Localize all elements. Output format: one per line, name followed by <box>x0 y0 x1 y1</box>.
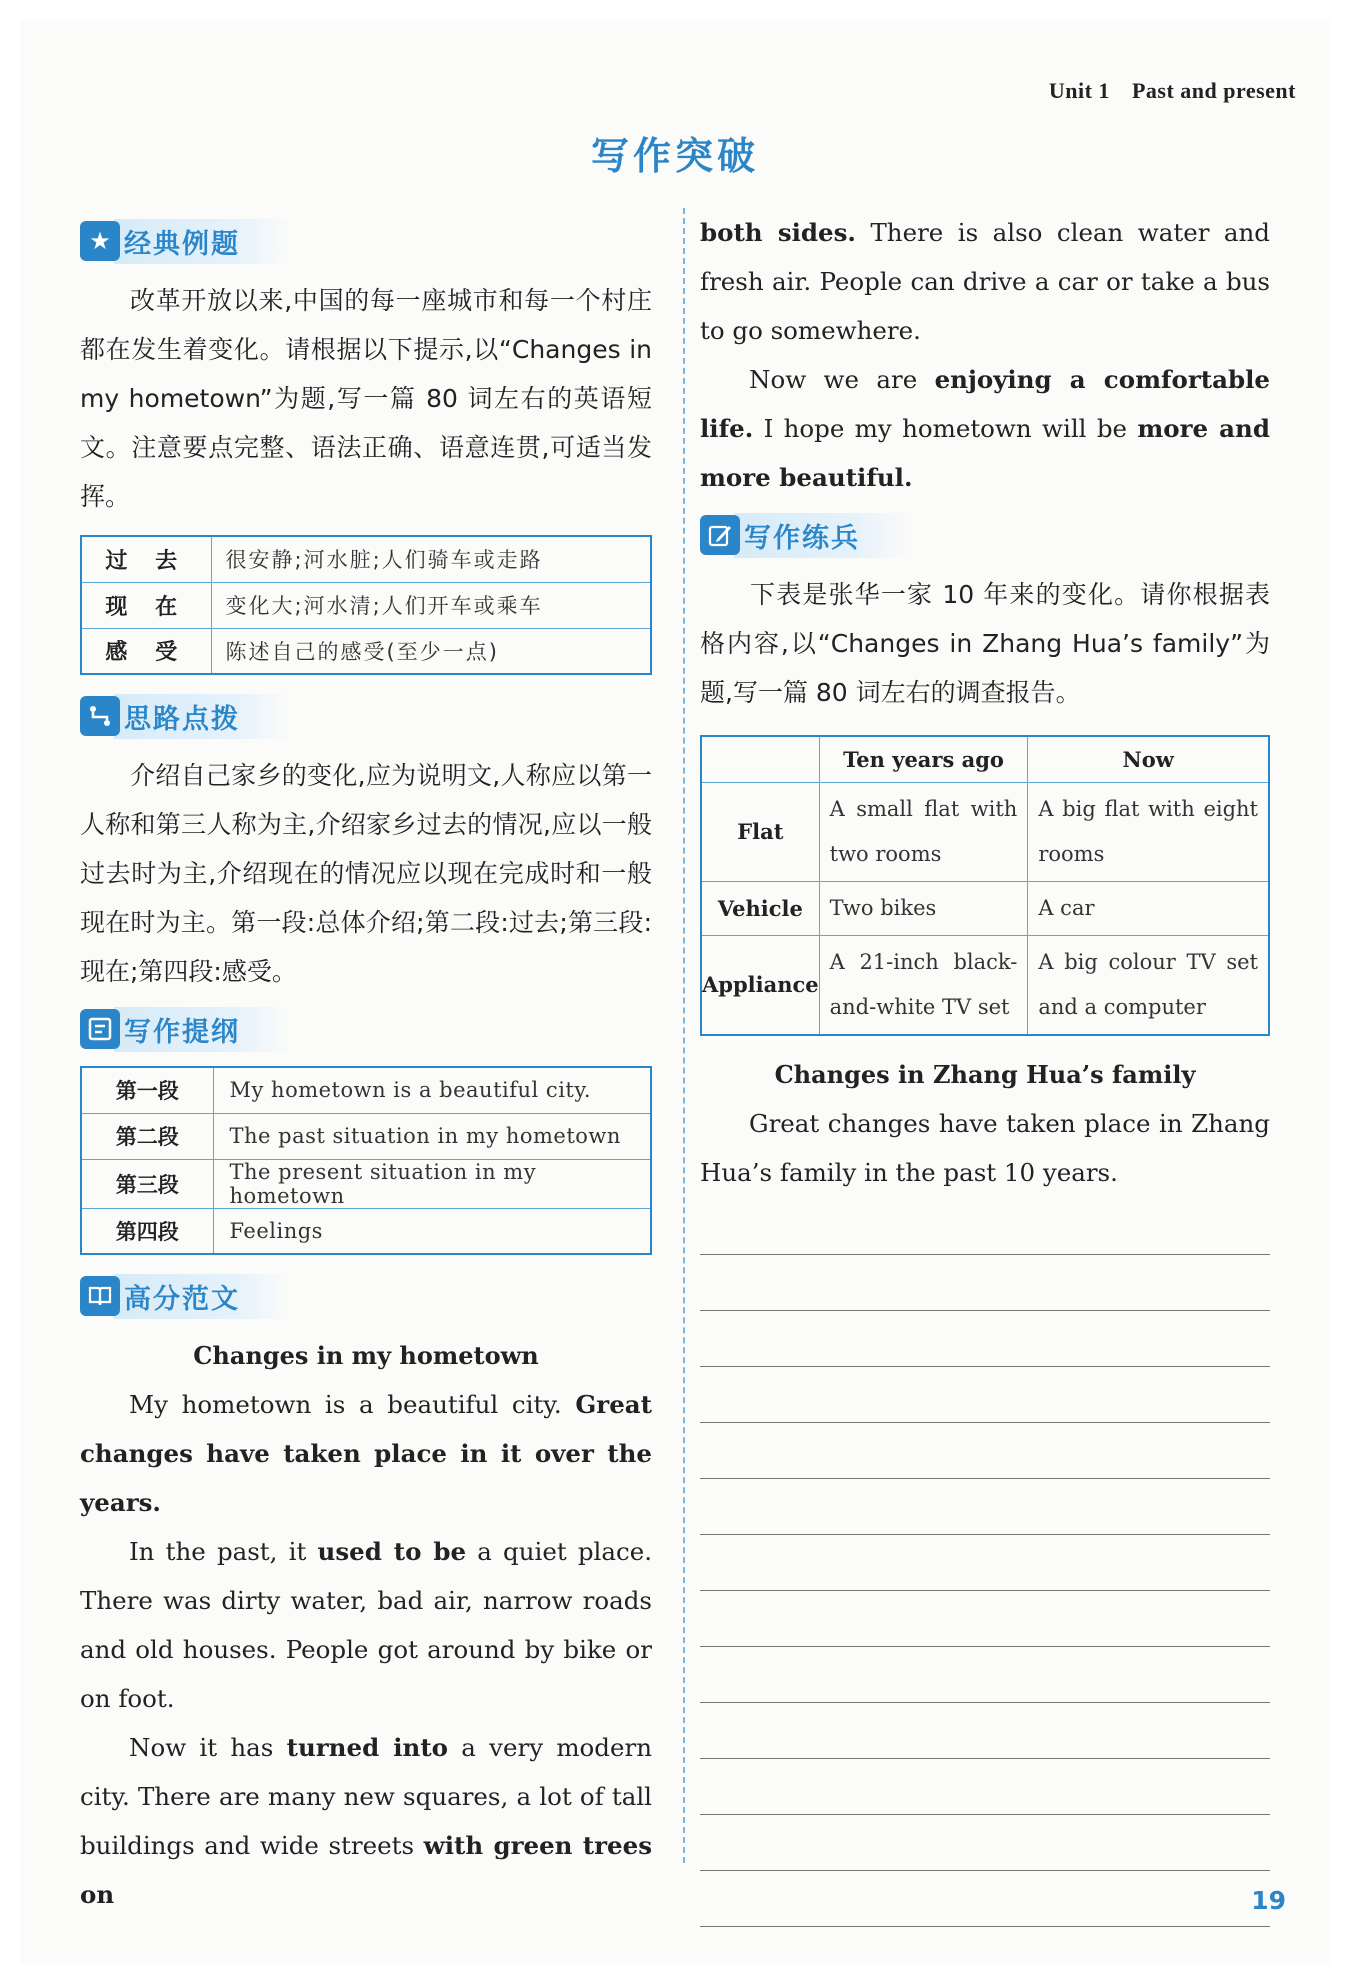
section-header-outline <box>80 1006 652 1052</box>
book-icon <box>80 1276 120 1316</box>
table-row <box>81 1159 651 1208</box>
outline-value: The past situation in my hometown <box>213 1113 651 1159</box>
unit-topic: Past and present <box>1131 78 1296 103</box>
essay-text: a quiet place. There was dirty water, bad air, narrow roads and old houses. People got around by bike or on foot. <box>80 1537 652 1713</box>
section-header-practice <box>700 512 1270 558</box>
row-header: Vehicle <box>701 881 819 935</box>
model-essay-title: Changes in my hometown <box>193 1341 539 1370</box>
writing-line[interactable] <box>700 1759 1270 1815</box>
section-header-model-essay <box>80 1273 652 1319</box>
table-row <box>81 1113 651 1159</box>
running-header <box>1049 78 1296 104</box>
page-title: 写作突破 <box>590 134 759 178</box>
section-header-tips <box>80 693 652 739</box>
writing-line[interactable] <box>700 1815 1270 1871</box>
writing-line[interactable] <box>700 1871 1270 1927</box>
practice-essay-title: Changes in Zhang Hua’s family <box>774 1059 1196 1089</box>
route-icon <box>80 696 120 736</box>
table-cell: A big colour TV set and a computer <box>1028 935 1269 1035</box>
star-icon: ★ <box>80 221 120 261</box>
essay-highlight: more and more beautiful. <box>700 414 1270 492</box>
essay-highlight: Great changes have taken place in it over the years. <box>80 1390 652 1517</box>
example-prompt: 改革开放以来,中国的每一座城市和每一个村庄都在发生着变化。请根据以下提示,以“Changes in my hometown”为题,写一篇 80 词左右的英语短文。注意要点完整、语法正确、语意连贯,可适当发挥。 <box>80 286 652 511</box>
table-row <box>81 582 651 628</box>
unit-label: Unit 1 <box>1048 78 1110 103</box>
hint-key: 现 在 <box>81 582 211 628</box>
essay-text: Now we are <box>749 365 935 394</box>
hint-key: 过 去 <box>81 536 211 582</box>
outline-key: 第一段 <box>81 1067 213 1113</box>
hint-value: 变化大;河水清;人们开车或乘车 <box>211 582 651 628</box>
essay-paragraph <box>80 1527 652 1723</box>
table-row <box>81 1067 651 1113</box>
table-corner <box>701 736 819 782</box>
essay-highlight: enjoying a comfortable life. <box>700 365 1270 443</box>
writing-line[interactable] <box>700 1535 1270 1591</box>
essay-paragraph <box>700 208 1270 355</box>
writing-line[interactable] <box>700 1647 1270 1703</box>
column-header: Now <box>1028 736 1269 782</box>
section-label: 高分范文 <box>114 1274 290 1319</box>
family-changes-table <box>700 735 1270 1036</box>
writing-line[interactable] <box>700 1479 1270 1535</box>
writing-tips: 介绍自己家乡的变化,应为说明文,人称应以第一人称和第三人称为主,介绍家乡过去的情况,应以一般过去时为主,介绍现在的情况应以现在完成时和一般现在时为主。第一段:总体介绍;第二段:过去;第三段:现在;第四段:感受。 <box>80 761 652 986</box>
table-cell: A car <box>1028 881 1269 935</box>
practice-essay-start: Great changes have taken place in Zhang Hua’s family in the past 10 years. <box>700 1108 1270 1187</box>
writing-line[interactable] <box>700 1591 1270 1647</box>
table-row <box>701 881 1269 935</box>
section-header-example <box>80 218 652 264</box>
section-label: 思路点拨 <box>114 694 290 739</box>
writing-line[interactable] <box>700 1311 1270 1367</box>
essay-highlight: both sides. <box>700 218 856 247</box>
essay-text: There is also clean water and fresh air. People can drive a car or take a bus to go somewhere. <box>700 218 1270 345</box>
table-row <box>701 935 1269 1035</box>
hint-table <box>80 535 652 675</box>
outline-value: The present situation in my hometown <box>213 1159 651 1208</box>
outline-icon <box>80 1009 120 1049</box>
essay-highlight: with green trees on <box>80 1831 652 1909</box>
writing-line[interactable] <box>700 1199 1270 1255</box>
outline-value: My hometown is a beautiful city. <box>213 1067 651 1113</box>
essay-text: In the past, it <box>129 1537 318 1566</box>
left-column <box>80 208 652 1919</box>
writing-line[interactable] <box>700 1423 1270 1479</box>
column-divider <box>683 208 685 1863</box>
hint-key: 感 受 <box>81 628 211 674</box>
writing-lines[interactable] <box>700 1199 1270 1927</box>
table-header-row <box>701 736 1269 782</box>
outline-key: 第三段 <box>81 1159 213 1208</box>
essay-text: Now it has <box>129 1733 287 1762</box>
column-header: Ten years ago <box>819 736 1028 782</box>
essay-paragraph <box>80 1723 652 1919</box>
outline-value: Feelings <box>213 1208 651 1254</box>
essay-paragraph <box>80 1380 652 1527</box>
table-cell: A big flat with eight rooms <box>1028 782 1269 881</box>
writing-line[interactable] <box>700 1367 1270 1423</box>
essay-highlight: used to be <box>317 1537 467 1566</box>
page-number: 19 <box>1251 1886 1286 1915</box>
section-label: 写作提纲 <box>114 1007 290 1052</box>
essay-text: a very modern city. There are many new squares, a lot of tall buildings and wide streets <box>80 1733 652 1860</box>
essay-text: I hope my hometown will be <box>753 414 1138 443</box>
outline-key: 第二段 <box>81 1113 213 1159</box>
essay-text: My hometown is a beautiful city. <box>129 1390 576 1419</box>
essay-paragraph <box>700 355 1270 502</box>
writing-line[interactable] <box>700 1703 1270 1759</box>
outline-table <box>80 1066 652 1255</box>
section-label: 写作练兵 <box>734 513 910 558</box>
hint-value: 陈述自己的感受(至少一点) <box>211 628 651 674</box>
table-row <box>701 782 1269 881</box>
hint-value: 很安静;河水脏;人们骑车或走路 <box>211 536 651 582</box>
table-cell: A small flat with two rooms <box>819 782 1028 881</box>
row-header: Appliance <box>701 935 819 1035</box>
table-row <box>81 1208 651 1254</box>
pencil-icon <box>700 515 740 555</box>
row-header: Flat <box>701 782 819 881</box>
table-row <box>81 536 651 582</box>
practice-task: 下表是张华一家 10 年来的变化。请你根据表格内容,以“Changes in Zhang Hua’s family”为题,写一篇 80 词左右的调查报告。 <box>700 580 1270 707</box>
writing-line[interactable] <box>700 1255 1270 1311</box>
table-cell: Two bikes <box>819 881 1028 935</box>
table-row <box>81 628 651 674</box>
outline-key: 第四段 <box>81 1208 213 1254</box>
section-label: 经典例题 <box>114 219 290 264</box>
table-cell: A 21-inch black-and-white TV set <box>819 935 1028 1035</box>
right-column <box>700 208 1270 1927</box>
essay-highlight: turned into <box>286 1733 448 1762</box>
